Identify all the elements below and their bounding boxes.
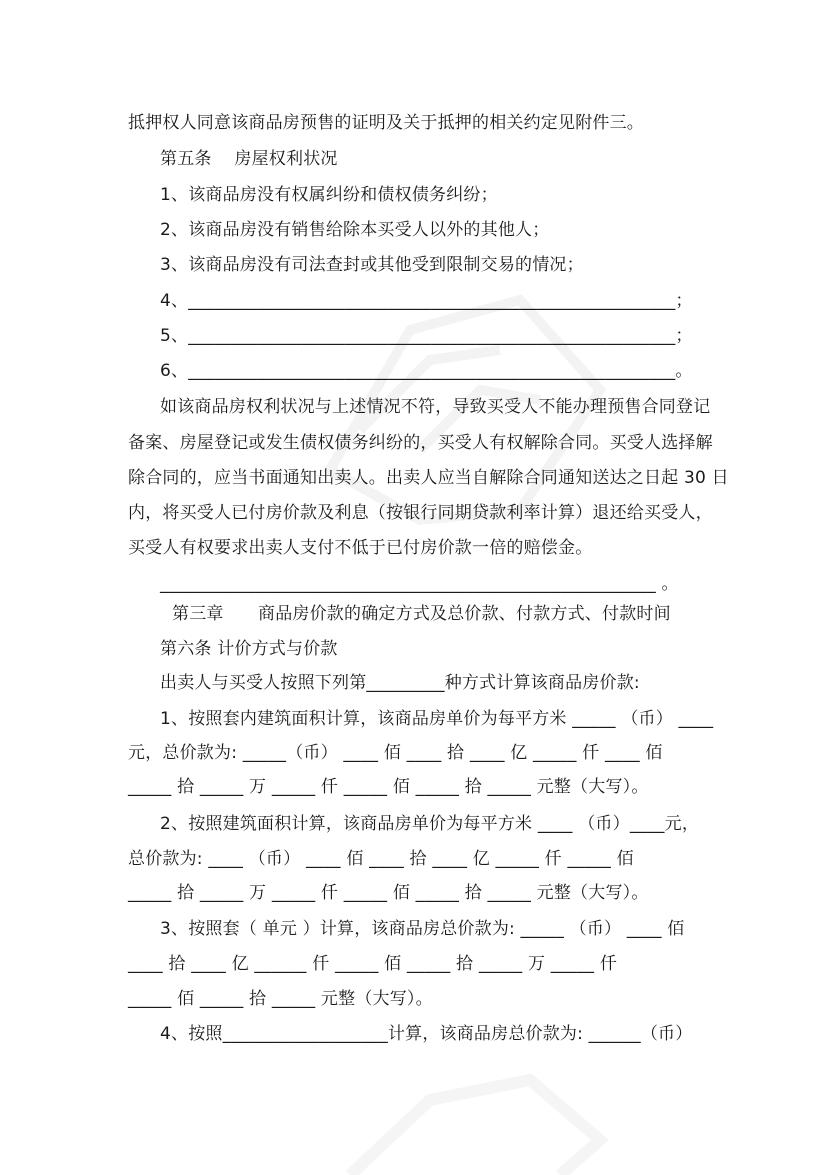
method-1-line-2: 元，总价款为: _____（币） ____ 佰 ____ 拾 ____ 亿 _____ 仟 ____ 佰 (128, 743, 663, 763)
method-3-line-3: _____ 佰 _____ 拾 _____ 元整（大写）。 (128, 989, 433, 1009)
list-item-4-blank: 4、________________________________________________________； (160, 291, 693, 311)
list-item-2: 2、该商品房没有销售给除本买受人以外的其他人； (160, 220, 550, 240)
method-2-line-3: _____ 拾 _____ 万 _____ 仟 _____ 佰 _____ 拾 _____ 元整（大写）。 (128, 883, 649, 903)
blank-line: _________________________________________________________ 。 (160, 574, 679, 594)
text-line-1: 抵押权人同意该商品房预售的证明及关于抵押的相关约定见附件三。 (128, 113, 644, 133)
method-4-line-1: 4、按照___________________计算，该商品房总价款为: ______（币） (160, 1024, 693, 1044)
method-intro: 出卖人与买受人按照下列第_________种方式计算该商品房价款: (160, 673, 640, 693)
method-3-line-1: 3、按照套（ 单元 ）计算，该商品房总价款为: _____ （币） ____ 佰 (160, 919, 685, 939)
list-item-5-blank: 5、________________________________________________________； (160, 326, 693, 346)
method-2-line-2: 总价款为: ____ （币） ____ 佰 ____ 拾 ____ 亿 _____ 仟 _____ 佰 (128, 849, 634, 869)
paragraph-line-5: 买受人有权要求出卖人支付不低于已付房价款一倍的赔偿金。 (128, 538, 593, 558)
list-item-1: 1、该商品房没有权属纠纷和债权债务纠纷； (160, 185, 498, 205)
chapter-3-heading: 第三章 商品房价款的确定方式及总价款、付款方式、付款时间 (172, 604, 671, 624)
paragraph-line-4: 内，将买受人已付房价款及利息（按银行同期贷款利率计算）退还给买受人， (128, 503, 713, 523)
method-1-line-1: 1、按照套内建筑面积计算，该商品房单价为每平方米 _____ （币） ____ (160, 709, 714, 729)
method-3-line-2: ____ 拾 ____ 亿 ______ 仟 _____ 佰 _____ 拾 _____ 万 _____ 仟 (128, 954, 618, 974)
method-2-line-1: 2、按照建筑面积计算，该商品房单价为每平方米 ____ （币）____元， (160, 814, 700, 834)
paragraph-line-3: 除合同的，应当书面通知出卖人。出卖人应当自解除合同通知送达之日起 30 日 (128, 468, 729, 488)
list-item-3: 3、该商品房没有司法查封或其他受到限制交易的情况； (160, 255, 584, 275)
method-1-line-3: _____ 拾 _____ 万 _____ 仟 _____ 佰 _____ 拾 _____ 元整（大写）。 (128, 777, 649, 797)
article-5-heading: 第五条 房屋权利状况 (160, 149, 338, 169)
paragraph-line-1: 如该商品房权利状况与上述情况不符，导致买受人不能办理预售合同登记 (160, 397, 711, 417)
list-item-6-blank: 6、________________________________________________________。 (160, 361, 693, 381)
article-6-heading: 第六条 计价方式与价款 (160, 639, 338, 659)
paragraph-line-2: 备案、房屋登记或发生债权债务纠纷的，买受人有权解除合同。买受人选择解 (128, 433, 713, 453)
